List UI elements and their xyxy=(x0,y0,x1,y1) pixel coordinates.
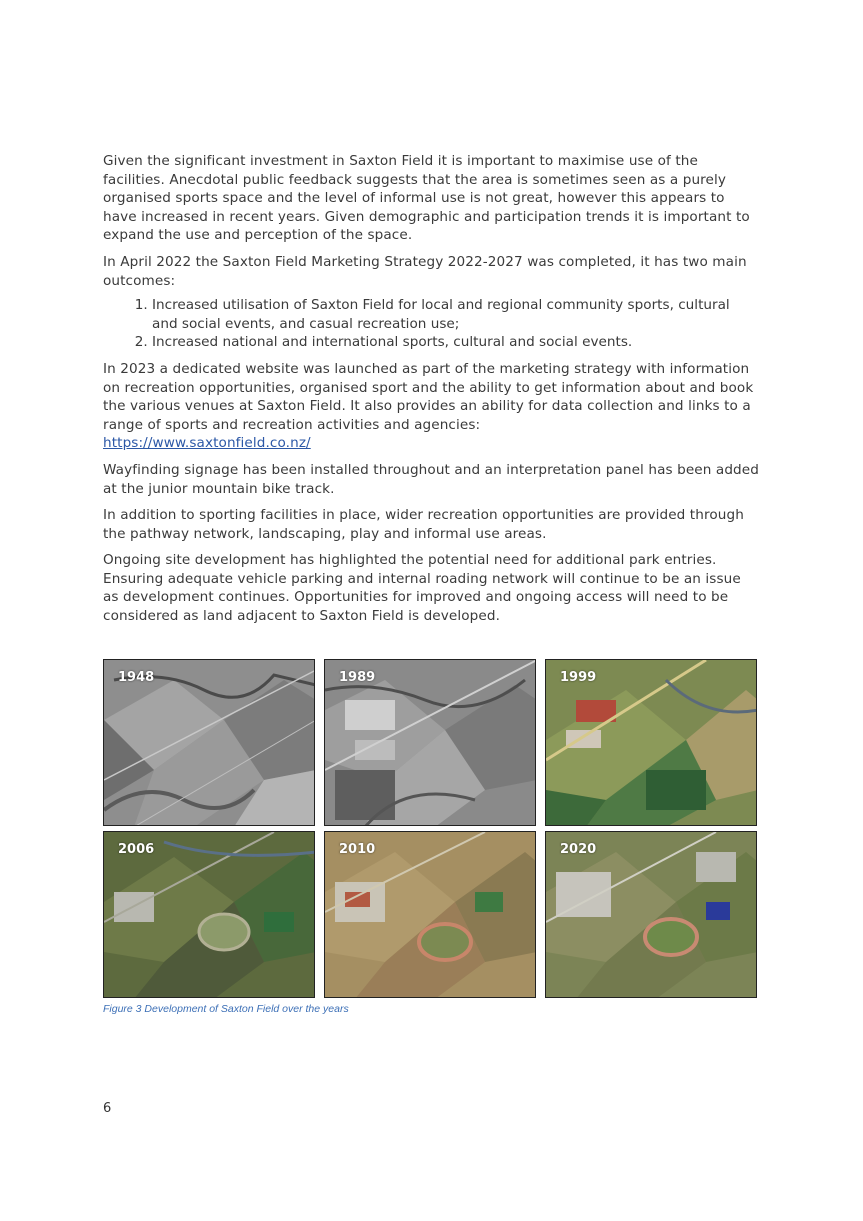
photo-year-label: 1948 xyxy=(118,670,155,685)
website-link[interactable]: https://www.saxtonfield.co.nz/ xyxy=(103,435,311,452)
aerial-photo-1948 xyxy=(103,659,315,826)
page-number: 6 xyxy=(103,1101,112,1116)
aerial-photo-2006 xyxy=(103,831,315,998)
list-item: 2. Increased national and international sports, cultural and social events. xyxy=(152,333,759,352)
aerial-photo-1999 xyxy=(545,659,757,826)
paragraph-site-development: Ongoing site development has highlighted the potential need for additional park entries. Ensuring adequate vehicle parking and internal roading network will continue to be an issue as development continues. Opportunities for improved and ongoing access will need to be considered as land adjacent to Saxton Field is developed. xyxy=(103,552,741,625)
main-content xyxy=(103,152,759,626)
photo-year-label: 1989 xyxy=(339,670,376,685)
aerial-photo-2020 xyxy=(545,831,757,998)
aerial-photo-1989 xyxy=(324,659,536,826)
outcomes-list xyxy=(103,296,759,352)
paragraph-recreation: In addition to sporting facilities in place, wider recreation opportunities are provided through the pathway network, landscaping, play and informal use areas. xyxy=(103,507,744,542)
figure-caption: Figure 3 Development of Saxton Field over the years xyxy=(103,1003,349,1015)
paragraph-website xyxy=(103,360,759,453)
photo-year-label: 2020 xyxy=(560,842,597,857)
photo-year-label: 2006 xyxy=(118,842,155,857)
photo-year-label: 1999 xyxy=(560,670,597,685)
list-item: 1. Increased utilisation of Saxton Field for local and regional community sports, cultural and social events, and casual recreation use; xyxy=(152,296,759,333)
aerial-photo-2010 xyxy=(324,831,536,998)
website-text: In 2023 a dedicated website was launched as part of the marketing strategy with information on recreation opportunities, organised sport and the ability to get information about and book the various venues at Saxton Field. It also provides an ability for data collection and links to a range of sports and recreation activities and agencies: xyxy=(103,360,754,433)
paragraph-wayfinding: Wayfinding signage has been installed throughout and an interpretation panel has been added at the junior mountain bike track. xyxy=(103,461,759,497)
paragraph-investment: Given the significant investment in Saxton Field it is important to maximise use of the facilities. Anecdotal public feedback suggests that the area is sometimes seen as a purely organised sports space and the level of informal use is not great, however this appears to have increased in recent years. Given demographic and participation trends it is important to expand the use and perception of the space. xyxy=(103,153,750,244)
photo-year-label: 2010 xyxy=(339,842,376,857)
paragraph-marketing-strategy: In April 2022 the Saxton Field Marketing Strategy 2022-2027 was completed, it has two main outcomes: xyxy=(103,253,747,289)
aerial-photo-grid xyxy=(103,659,759,1000)
